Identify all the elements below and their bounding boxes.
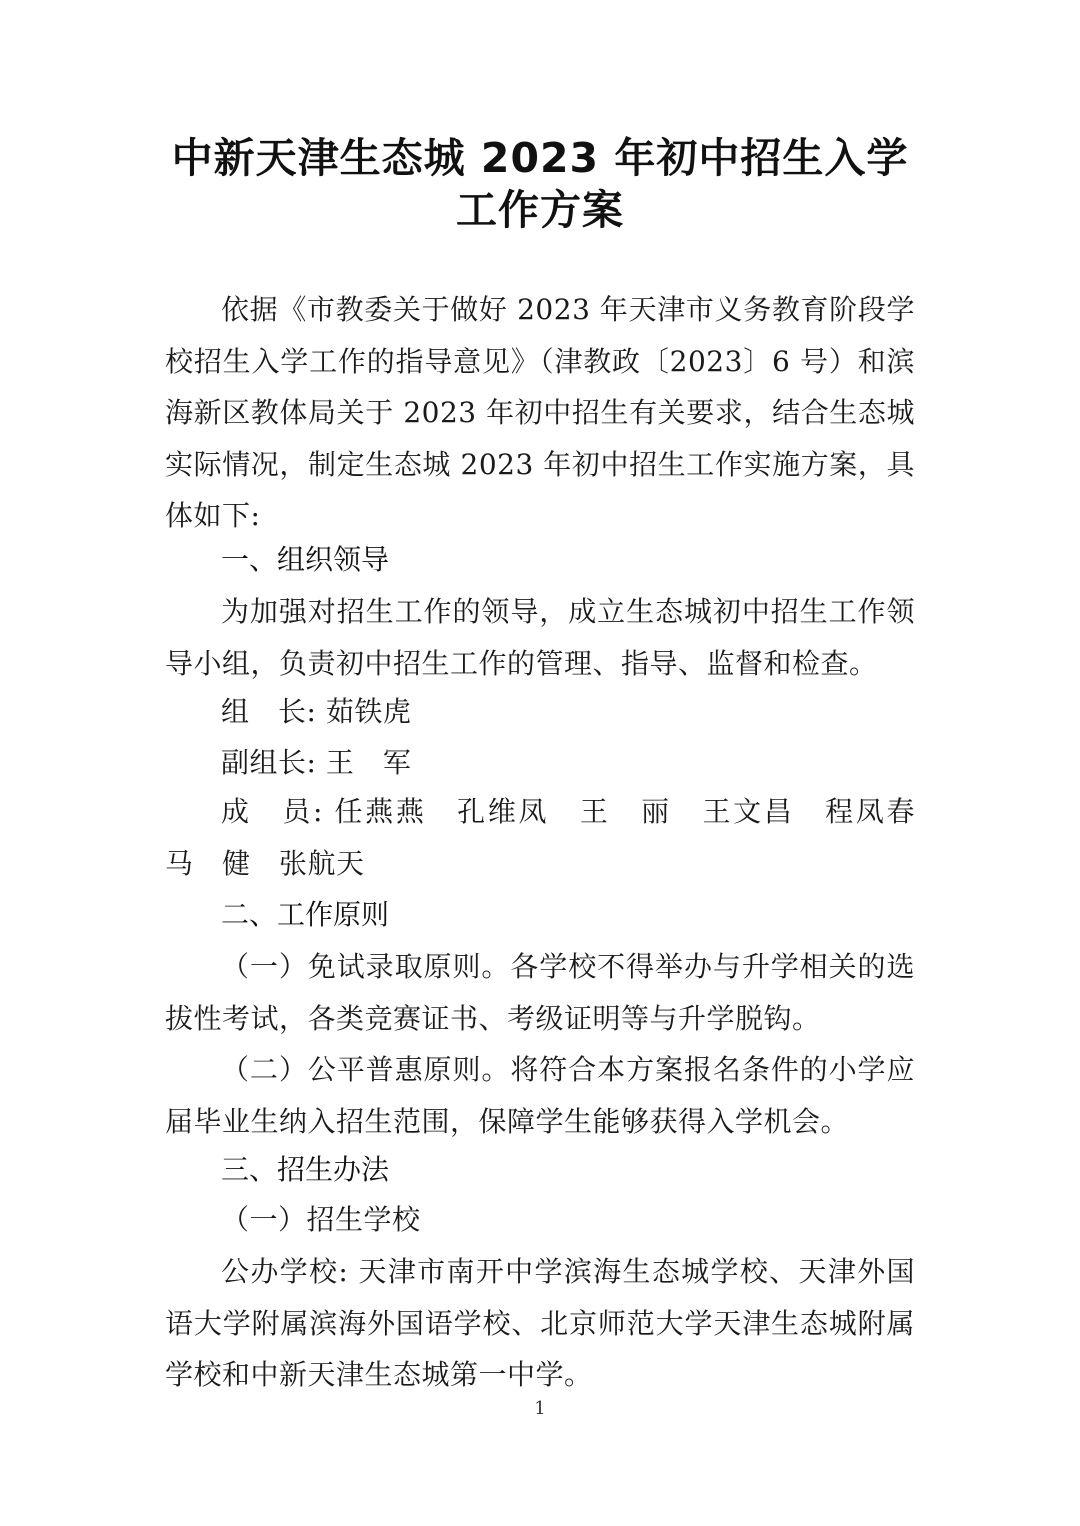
page-number: 1 xyxy=(534,1398,546,1419)
public-schools-paragraph: 公办学校: 天津市南开中学滨海生态城学校、天津外国语大学附属滨海外国语学校、北京师范大学天津生态城附属学校和中新天津生态城第一中学。 xyxy=(165,1255,915,1391)
leader-line: 组 长: 茹铁虎 xyxy=(221,695,412,728)
section1-body: 为加强对招生工作的领导，成立生态城初中招生工作领导小组，负责初中招生工作的管理、指导、监督和检查。 xyxy=(165,595,915,680)
section2-heading: 二、工作原则 xyxy=(221,898,390,931)
members-line: 成 员: 任燕燕 孔维凤 王 丽 王文昌 程凤春 马 健 张航天 xyxy=(165,795,944,880)
document-title-line1: 中新天津生态城 2023 年初中招生入学 xyxy=(171,134,909,182)
section3-sub1: （一）招生学校 xyxy=(221,1203,421,1236)
principle-item-2: （二）公平普惠原则。将符合本方案报名条件的小学应届毕业生纳入招生范围，保障学生能够获得入学机会。 xyxy=(165,1053,915,1138)
deputy-line: 副组长: 王 军 xyxy=(221,746,412,779)
section3-heading: 三、招生办法 xyxy=(221,1153,390,1186)
document-title-line2: 工作方案 xyxy=(456,186,624,234)
principle-item-1: （一）免试录取原则。各学校不得举办与升学相关的选拔性考试，各类竞赛证书、考级证明等与升学脱钩。 xyxy=(165,950,915,1035)
section1-heading: 一、组织领导 xyxy=(221,543,390,576)
intro-paragraph: 依据《市教委关于做好 2023 年天津市义务教育阶段学校招生入学工作的指导意见》（津教政〔2023〕6 号）和滨海新区教体局关于 2023 年初中招生有关要求，结合生态城实际情况，制定生态城 2023 年初中招生工作实施方案，具体如下: xyxy=(165,293,915,532)
